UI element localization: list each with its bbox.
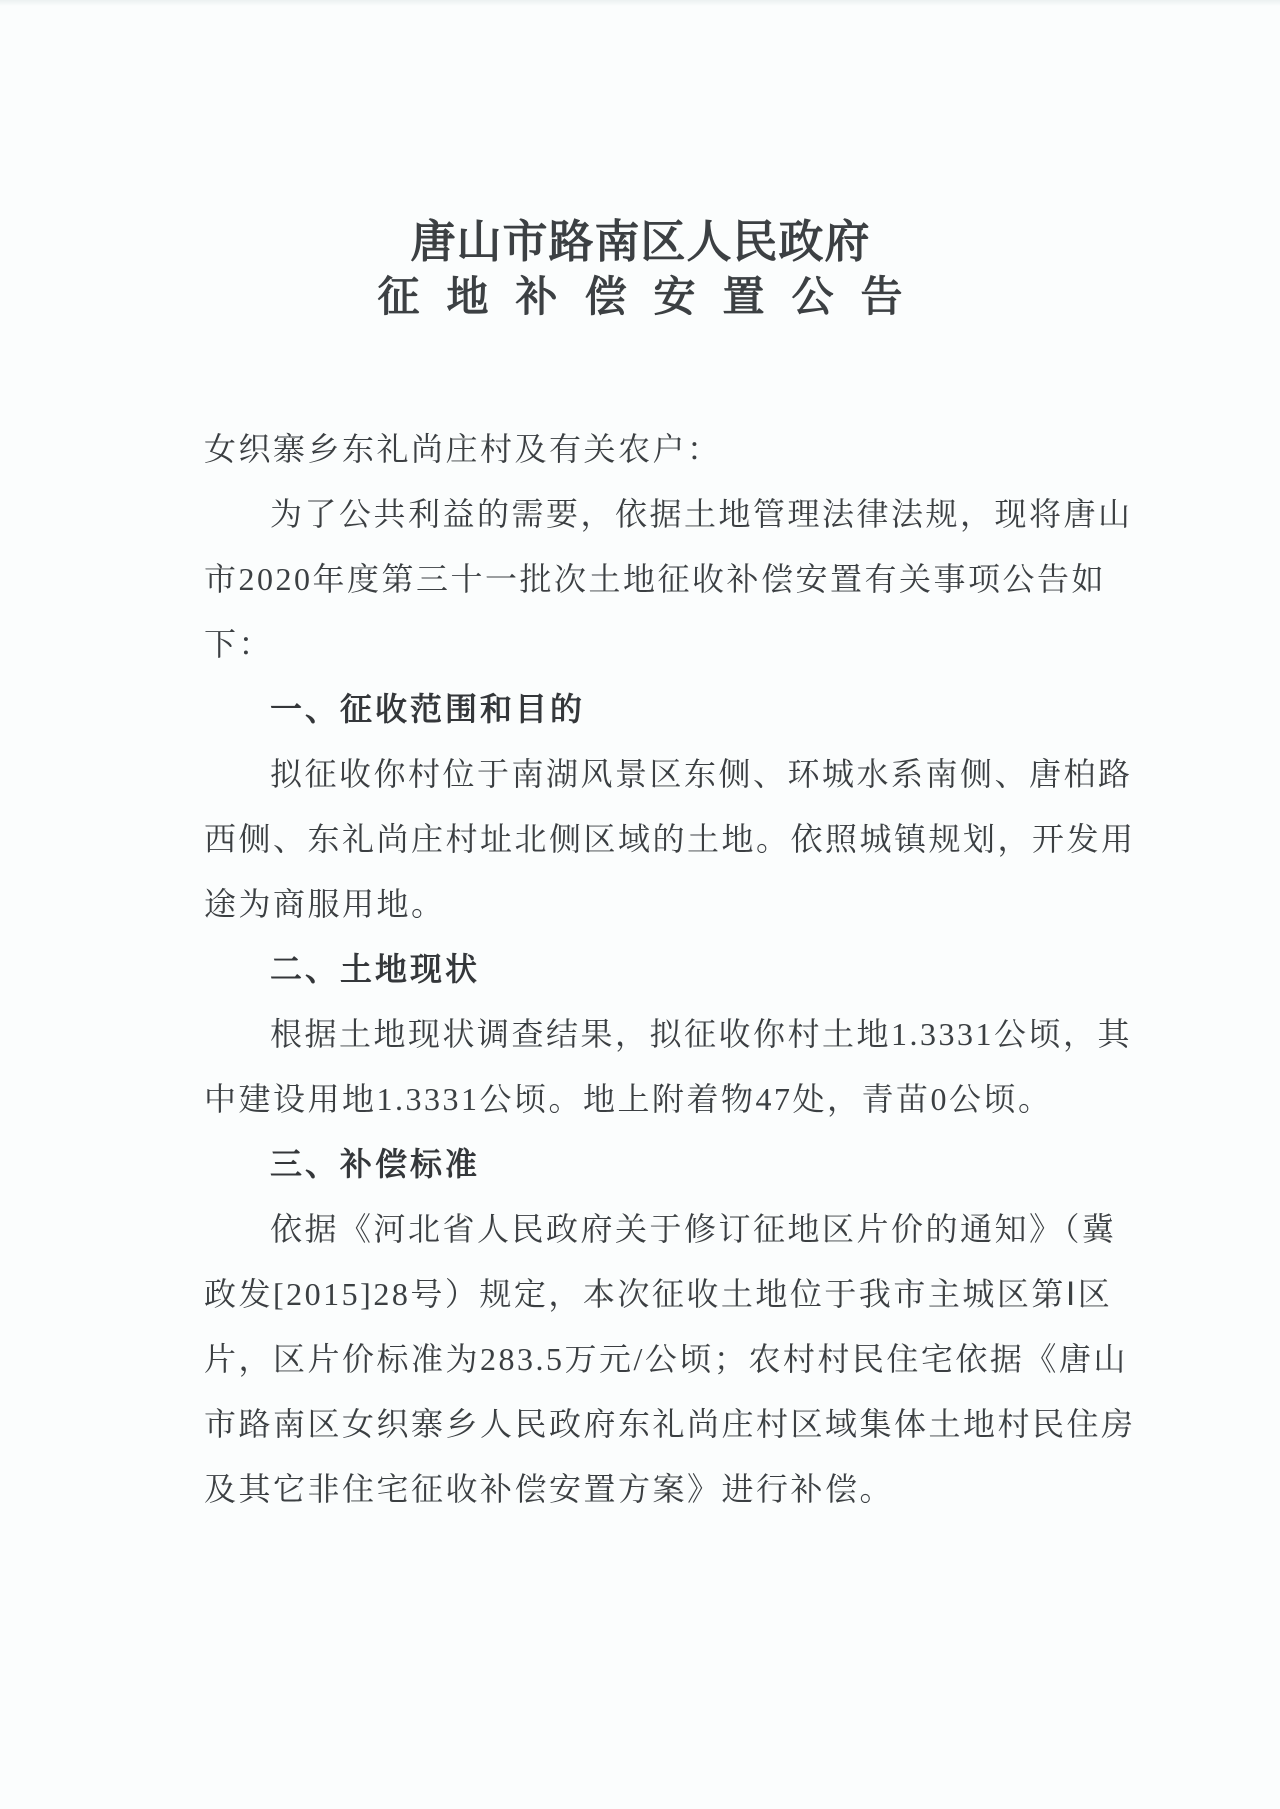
- section-2-heading: 二、土地现状: [270, 951, 481, 987]
- section-3-paragraph-line: 及其它非住宅征收补偿安置方案》进行补偿。: [204, 1471, 895, 1507]
- document-title-line-1: 唐山市路南区人民政府: [410, 216, 871, 267]
- section-1-paragraph-line: 拟征收你村位于南湖风景区东侧、环城水系南侧、唐柏路: [270, 756, 1133, 792]
- section-3-paragraph-line: 依据《河北省人民政府关于修订征地区片价的通知》（冀: [270, 1211, 1117, 1247]
- section-3-paragraph-line: 政发[2015]28号）规定，本次征收土地位于我市主城区第Ⅰ区: [204, 1276, 1113, 1312]
- section-2-paragraph-line: 中建设用地1.3331公顷。地上附着物47处，青苗0公顷。: [204, 1081, 1053, 1117]
- scan-edge-artifact: [0, 0, 1280, 6]
- section-2-paragraph-line: 根据土地现状调查结果，拟征收你村土地1.3331公顷，其: [270, 1016, 1133, 1052]
- section-1-heading: 一、征收范围和目的: [270, 691, 586, 727]
- document-title-line-2: 征地补偿安置公告: [377, 273, 930, 320]
- section-3-paragraph-line: 片，区片价标准为283.5万元/公顷；农村村民住宅依据《唐山: [204, 1341, 1128, 1377]
- section-3-heading: 三、补偿标准: [270, 1146, 481, 1182]
- intro-paragraph-line: 市2020年度第三十一批次土地征收补偿安置有关事项公告如: [204, 561, 1107, 597]
- section-1-paragraph-line: 途为商服用地。: [204, 886, 446, 922]
- section-1-paragraph-line: 西侧、东礼尚庄村址北侧区域的土地。依照城镇规划，开发用: [204, 821, 1136, 857]
- intro-paragraph-line: 为了公共利益的需要，依据土地管理法律法规，现将唐山: [270, 496, 1133, 532]
- document-body: [204, 417, 1136, 1522]
- section-3-paragraph-line: 市路南区女织寨乡人民政府东礼尚庄村区域集体土地村民住房: [204, 1406, 1136, 1442]
- intro-paragraph-line: 下：: [204, 626, 274, 662]
- salutation-line: 女织寨乡东礼尚庄村及有关农户：: [204, 431, 722, 467]
